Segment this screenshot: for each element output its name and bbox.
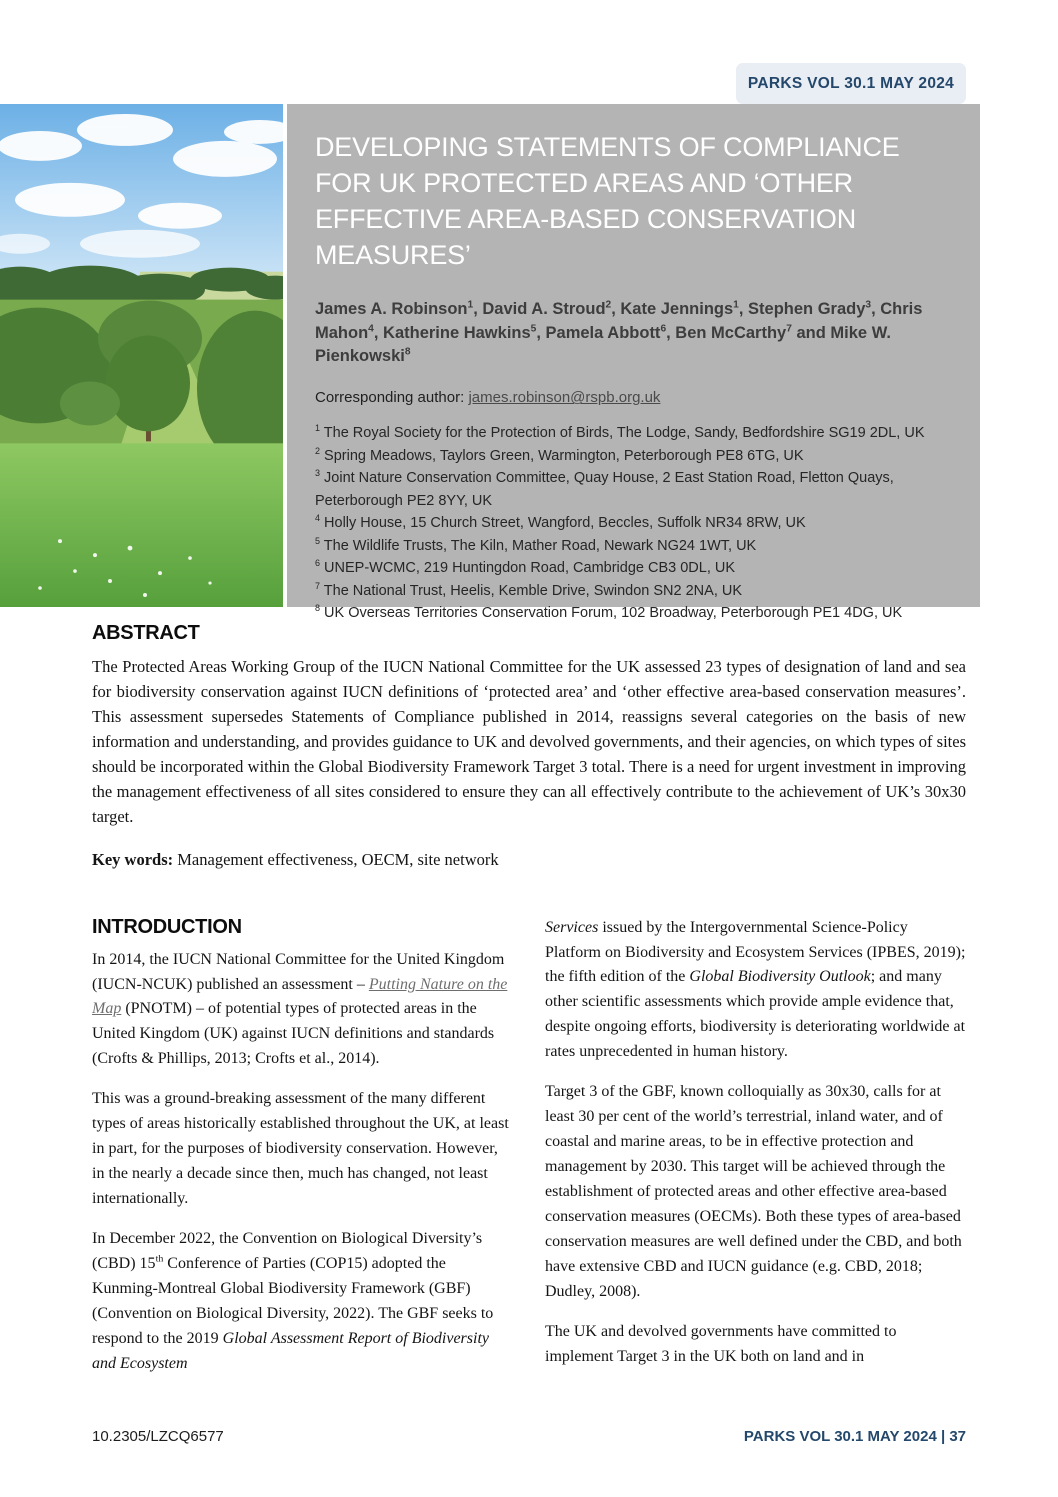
doi-text: 10.2305/LZCQ6577 (92, 1428, 224, 1445)
introduction-heading: INTRODUCTION (92, 915, 242, 938)
title-panel (287, 104, 980, 622)
keywords-line (92, 850, 966, 870)
landscape-photo (0, 104, 283, 607)
corresponding-email-link[interactable]: james.robinson@rspb.org.uk (468, 389, 661, 407)
affiliations-list (315, 422, 954, 624)
inline-reference-link[interactable]: Putting Nature on the Map (92, 975, 508, 1018)
intro-columns (92, 916, 966, 1392)
paragraph: This was a ground-breaking assessment of the many different types of areas historically established throughout the UK, at least in part, for the purposes of biodiversity conservation. However, in the nearly a decade since then, much has changed, not least internationally. (92, 1090, 509, 1208)
authors-line: James A. Robinson$^1$, David A. Stroud$^2$, Kate Jennings$^1$, Stephen Grady$^3$, Chris Mahon$^4$, Katherine Hawkins$^5$, Pamela Abbott$^6$, Ben McCarthy$^7$ and Mike W. Pienkowski$^8$ (315, 299, 923, 366)
affiliation-item: $^4$ Holly House, 15 Church Street, Wangford, Beccles, Suffolk NR34 8RW, UK (315, 513, 806, 532)
intro-right-paragraphs (545, 916, 966, 1370)
affiliation-item: $^1$ The Royal Society for the Protection of Birds, The Lodge, Sandy, Bedfordshire SG19 2DL, UK (315, 423, 925, 442)
paragraph: In December 2022, the Convention on Biological Diversity’s (CBD) 15th Conference of Parties (COP15) adopted the Kunming-Montreal Global Biodiversity Framework (GBF) (Convention on Biological Diversity, 2022). The GBF seeks to respond to the 2019 Global Assessment Report of Biodiversity and Ecosystem (92, 1230, 494, 1372)
article-header (0, 104, 980, 622)
intro-left-paragraphs (92, 948, 513, 1377)
article-title: DEVELOPING STATEMENTS OF COMPLIANCE FOR UK PROTECTED AREAS AND ‘OTHER EFFECTIVE AREA-BASED CONSERVATION MEASURES’ (315, 132, 900, 270)
paragraph: The UK and devolved governments have committed to implement Target 3 in the UK both on land and in (545, 1322, 897, 1365)
journal-page-number: PARKS VOL 30.1 MAY 2024 | 37 (743, 1428, 966, 1445)
paragraph: Services issued by the Intergovernmental Science-Policy Platform on Biodiversity and Ecosystem Services (IPBES, 2019); the fifth edition of the Global Biodiversity Outlook; and many other scientific assessments which provide ample evidence that, despite ongoing efforts, biodiversity is deteriorating worldwide at rates unprecedented in human history. (545, 918, 966, 1061)
paragraph: Target 3 of the GBF, known colloquially as 30x30, calls for at least 30 per cent of the world’s terrestrial, inland water, and of coastal and marine areas, to be in effective protection and management by 2030. This target will be achieved through the establishment of protected areas and other effective area-based conservation measures (OECMs). Both these types of area-based conservation measures are well defined under the CBD, and both have extensive CBD and IUCN guidance (e.g. CBD, 2018; Dudley, 2008). (545, 1083, 962, 1300)
paragraph: In 2014, the IUCN National Committee for the United Kingdom (IUCN-NCUK) published an assessment – Putting Nature on the Map (PNOTM) – of potential types of protected areas in the United Kingdom (UK) against IUCN definitions and standards (Crofts & Phillips, 2013; Crofts et al., 2014). (92, 950, 508, 1068)
page-footer (92, 1428, 966, 1445)
affiliation-item: $^7$ The National Trust, Heelis, Kemble Drive, Swindon SN2 2NA, UK (315, 580, 743, 599)
affiliation-item: $^2$ Spring Meadows, Taylors Green, Warmington, Peterborough PE8 6TG, UK (315, 446, 804, 464)
journal-volume-badge: PARKS VOL 30.1 MAY 2024 (736, 63, 966, 104)
affiliation-item: $^3$ Joint Nature Conservation Committee, Quay House, 2 East Station Road, Fletton Quays, Peterborough PE2 8YY, UK (315, 468, 894, 509)
affiliation-item: $^8$ UK Overseas Territories Conservation Forum, 102 Broadway, Peterborough PE1 4DG, UK (315, 603, 903, 622)
corresponding-author-label: Corresponding author: (315, 389, 469, 407)
keywords-label: Key words: (92, 849, 174, 869)
affiliation-item: $^5$ The Wildlife Trusts, The Kiln, Mather Road, Newark NG24 1WT, UK (315, 535, 757, 554)
intro-left-column (92, 916, 513, 1392)
affiliation-item: $^6$ UNEP-WCMC, 219 Huntingdon Road, Cambridge CB3 0DL, UK (315, 558, 736, 577)
intro-right-column (545, 916, 966, 1385)
keywords-text: Management effectiveness, OECM, site network (173, 849, 499, 869)
abstract-text: The Protected Areas Working Group of the IUCN National Committee for the UK assessed 23 types of designation of land and sea for biodiversity conservation against IUCN definitions of ‘protected area’ and ‘other effective area-based conservation measures’. This assessment supersedes Statements of Compliance published in 2014, reassigns several categories on the basis of new information and understanding, and provides guidance to UK and devolved governments, and their agencies, on which types of sites should be incorporated within the Global Biodiversity Framework Target 3 total. There is a need for urgent investment in improving the management effectiveness of all sites considered to ensure they can all effectively contribute to the achievement of UK’s 30x30 target. (92, 657, 966, 827)
corresponding-author-line (315, 387, 954, 408)
article-body (92, 622, 966, 1392)
abstract-heading: ABSTRACT (92, 622, 200, 644)
